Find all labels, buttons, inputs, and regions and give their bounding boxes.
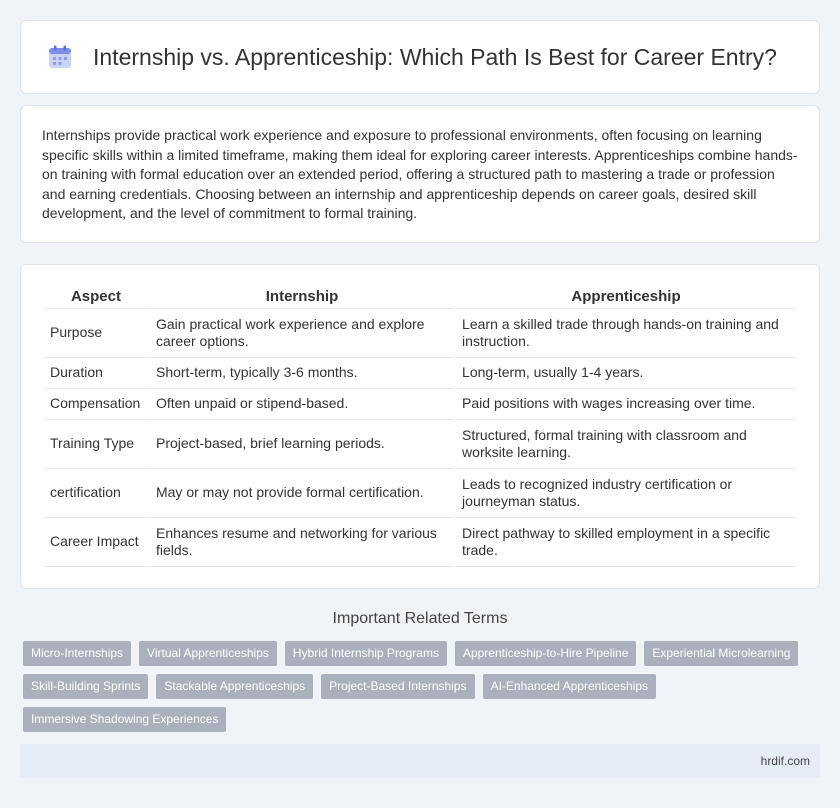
tag-immersive-shadowing-experiences[interactable]: Immersive Shadowing Experiences	[23, 707, 226, 732]
tag-micro-internships[interactable]: Micro-Internships	[23, 641, 131, 666]
footer	[20, 744, 820, 778]
page-title: Internship vs. Apprenticeship: Which Path Is Best for Career Entry?	[93, 43, 777, 70]
cell-internship: May or may not provide formal certification.	[150, 469, 454, 518]
related-terms-list	[23, 641, 813, 732]
table-row	[44, 518, 796, 567]
cell-apprenticeship: Leads to recognized industry certification or journeyman status.	[456, 469, 796, 518]
cell-apprenticeship: Structured, formal training with classroom and worksite learning.	[456, 420, 796, 469]
cell-internship: Enhances resume and networking for various fields.	[150, 518, 454, 567]
comparison-table	[42, 285, 798, 567]
table-row	[44, 358, 796, 389]
tag-apprenticeship-to-hire-pipeline[interactable]: Apprenticeship-to-Hire Pipeline	[455, 641, 636, 666]
comparison-card	[20, 264, 820, 589]
cell-apprenticeship: Direct pathway to skilled employment in a specific trade.	[456, 518, 796, 567]
footer-site-link[interactable]: hrdif.com	[760, 754, 810, 768]
tag-skill-building-sprints[interactable]: Skill-Building Sprints	[23, 674, 148, 699]
cell-internship: Gain practical work experience and explore career options.	[150, 309, 454, 358]
intro-card	[20, 105, 820, 243]
cell-apprenticeship: Long-term, usually 1-4 years.	[456, 358, 796, 389]
tag-project-based-internships[interactable]: Project-Based Internships	[321, 674, 474, 699]
cell-aspect: certification	[44, 469, 148, 518]
table-row	[44, 420, 796, 469]
tag-hybrid-internship-programs[interactable]: Hybrid Internship Programs	[285, 641, 447, 666]
header-apprenticeship: Apprenticeship	[456, 285, 796, 309]
tag-stackable-apprenticeships[interactable]: Stackable Apprenticeships	[156, 674, 313, 699]
cell-aspect: Purpose	[44, 309, 148, 358]
table-row	[44, 389, 796, 420]
related-terms-title: Important Related Terms	[332, 610, 508, 627]
table-row	[44, 469, 796, 518]
tag-virtual-apprenticeships[interactable]: Virtual Apprenticeships	[139, 641, 277, 666]
header-internship: Internship	[150, 285, 454, 309]
cell-apprenticeship: Learn a skilled trade through hands-on training and instruction.	[456, 309, 796, 358]
table-row	[44, 309, 796, 358]
cell-apprenticeship: Paid positions with wages increasing over time.	[456, 389, 796, 420]
intro-text: Internships provide practical work experience and exposure to professional environments, often focusing on learning specific skills within a limited timeframe, making them ideal for exploring career interests. Apprenticeships combine hands-on training with formal education over an extended period, offering a structured path to mastering a trade or profession and earning credentials. Choosing between an internship and apprenticeship depends on career goals, desired skill development, and the level of commitment to formal training.	[42, 127, 798, 221]
cell-aspect: Career Impact	[44, 518, 148, 567]
cell-internship: Short-term, typically 3-6 months.	[150, 358, 454, 389]
calendar-icon	[47, 44, 73, 70]
cell-internship: Often unpaid or stipend-based.	[150, 389, 454, 420]
cell-aspect: Duration	[44, 358, 148, 389]
tag-experiential-microlearning[interactable]: Experiential Microlearning	[644, 641, 798, 666]
cell-aspect: Training Type	[44, 420, 148, 469]
table-header-row	[44, 285, 796, 309]
header-aspect: Aspect	[44, 285, 148, 309]
header-card	[20, 20, 820, 94]
cell-internship: Project-based, brief learning periods.	[150, 420, 454, 469]
tag-ai-enhanced-apprenticeships[interactable]: AI-Enhanced Apprenticeships	[483, 674, 656, 699]
cell-aspect: Compensation	[44, 389, 148, 420]
